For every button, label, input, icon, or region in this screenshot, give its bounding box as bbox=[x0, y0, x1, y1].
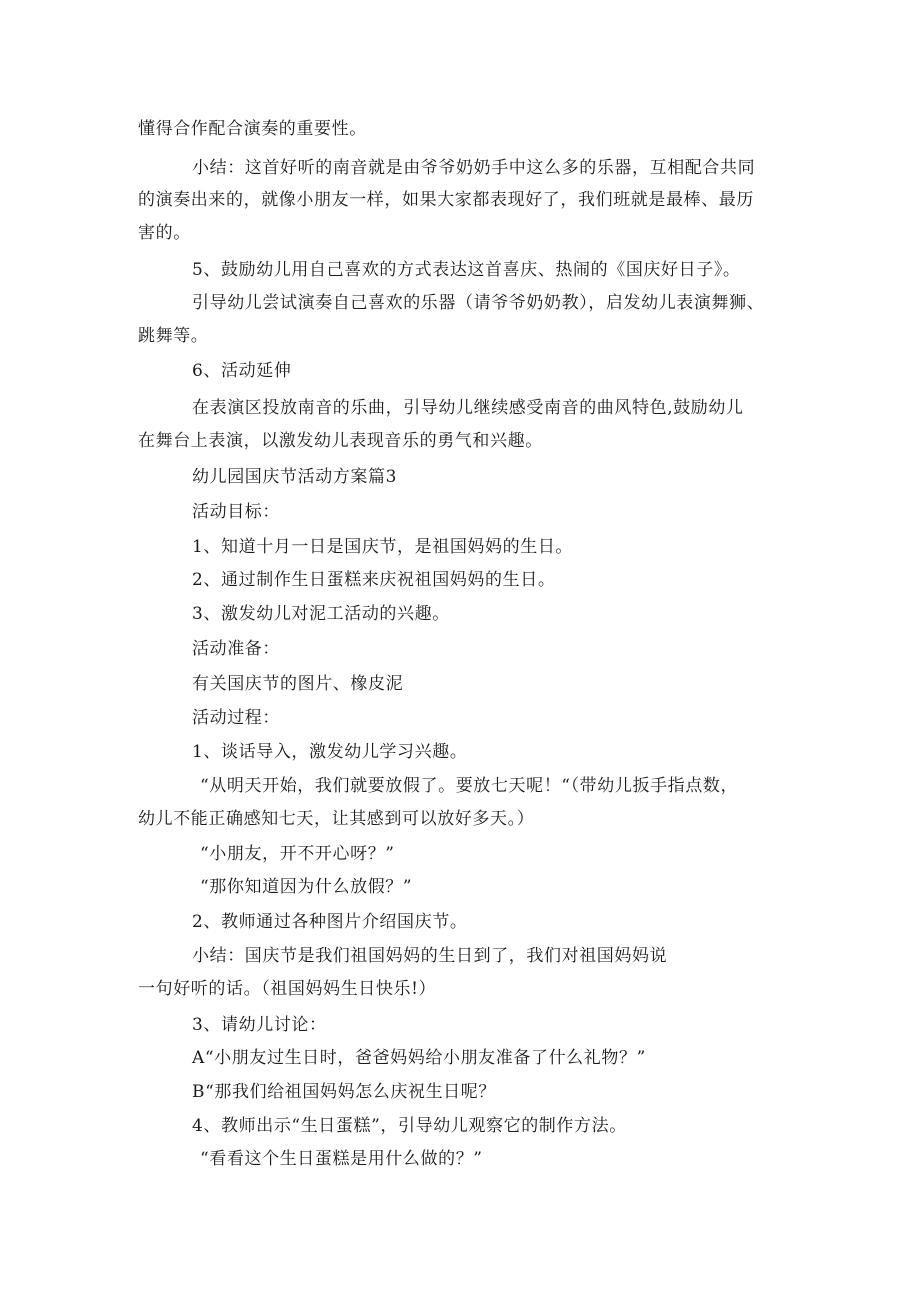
text-line: 小结：这首好听的南音就是由爷爷奶奶手中这么多的乐器，互相配合共同 bbox=[192, 158, 756, 178]
text-line: “看看这个生日蛋糕是用什么做的？” bbox=[200, 1149, 483, 1169]
text-line: 3、请幼儿讨论： bbox=[192, 1015, 327, 1035]
text-line: “那你知道因为什么放假？” bbox=[200, 877, 413, 897]
text-line: 幼儿不能正确感知七天，让其感到可以放好多天。） bbox=[138, 809, 535, 829]
text-line: 1、谈话导入，激发幼儿学习兴趣。 bbox=[192, 742, 468, 762]
text-line: 引导幼儿尝试演奏自己喜欢的乐器（请爷爷奶奶教），启发幼儿表演舞狮、 bbox=[192, 293, 765, 313]
text-line: 5、鼓励幼儿用自己喜欢的方式表达这首喜庆、热闹的《国庆好日子》。 bbox=[192, 260, 741, 280]
text-line: A“小朋友过生日时，爸爸妈妈给小朋友准备了什么礼物？” bbox=[192, 1048, 646, 1068]
text-line: 在舞台上表演，以激发幼儿表现音乐的勇气和兴趣。 bbox=[138, 431, 543, 451]
text-line: “小朋友，开不开心呀？” bbox=[200, 844, 395, 864]
text-line: 懂得合作配合演奏的重要性。 bbox=[138, 119, 367, 139]
text-line: 2、通过制作生日蛋糕来庆祝祖国妈妈的生日。 bbox=[192, 570, 556, 590]
text-line: 在表演区投放南音的乐曲，引导幼儿继续感受南音的曲风特色,鼓励幼儿 bbox=[192, 398, 744, 418]
text-line: 跳舞等。 bbox=[138, 326, 209, 346]
text-line: 有关国庆节的图片、橡皮泥 bbox=[192, 674, 404, 694]
text-line: 2、教师通过各种图片介绍国庆节。 bbox=[192, 912, 468, 932]
text-line: 6、活动延伸 bbox=[192, 361, 292, 381]
text-line: 3、激发幼儿对泥工活动的兴趣。 bbox=[192, 604, 450, 624]
text-line: 一句好听的话。（祖国妈妈生日快乐!） bbox=[138, 979, 437, 999]
text-line: 的演奏出来的，就像小朋友一样，如果大家都表现好了，我们班就是最棒、最历 bbox=[138, 190, 754, 210]
text-line: 小结：国庆节是我们祖国妈妈的生日到了，我们对祖国妈妈说 bbox=[192, 946, 668, 966]
text-line: 活动准备： bbox=[192, 639, 280, 659]
text-line: 4、教师出示“生日蛋糕”，引导幼儿观察它的制作方法。 bbox=[192, 1116, 627, 1136]
text-line: 活动过程： bbox=[192, 708, 280, 728]
text-line: 害的。 bbox=[138, 223, 191, 243]
text-line: “从明天开始，我们就要放假了。要放七天呢！“（带幼儿扳手指点数， bbox=[200, 776, 739, 796]
text-line: B“那我们给祖国妈妈怎么庆祝生日呢？ bbox=[192, 1082, 496, 1102]
text-line: 1、知道十月一日是国庆节，是祖国妈妈的生日。 bbox=[192, 537, 574, 557]
section-heading: 幼儿园国庆节活动方案篇3 bbox=[192, 467, 398, 487]
text-line: 活动目标： bbox=[192, 502, 280, 522]
